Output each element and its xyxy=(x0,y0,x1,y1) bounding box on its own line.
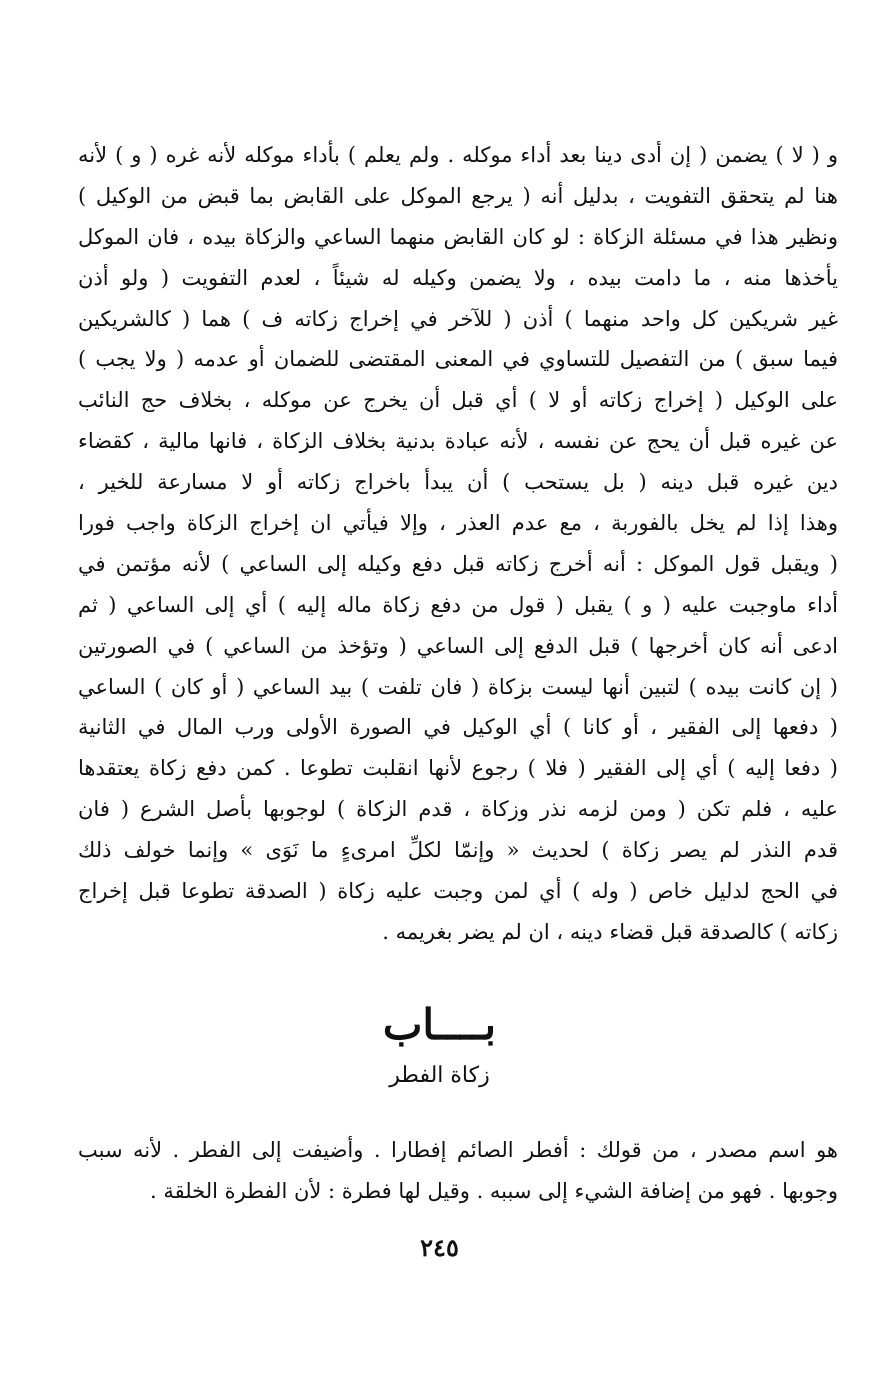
page-number: ٢٤٥ xyxy=(420,1233,459,1262)
text-line: و ( لا ) يضمن ( إن أدى دينا بعد أداء موكله . ولم يعلم ) بأداء موكله لأنه غره ( و ) لأنه xyxy=(78,143,838,167)
body-text xyxy=(78,135,838,953)
text-line: على الوكيل ( إخراج زكاته أو لا ) أي قبل أن يخرج عن موكله ، بخلاف حج النائب xyxy=(78,388,838,413)
text-line: هنا لم يتحقق التفويت ، بدليل أنه ( يرجع الموكل على القابض بما قبض من الوكيل ) xyxy=(78,183,838,208)
text-line: هو اسم مصدر ، من قولك : أفطر الصائم إفطارا . وأضيفت إلى الفطر . لأنه سبب xyxy=(78,1138,838,1162)
text-line: ( دفعا إليه ) أي إلى الفقير ( فلا ) رجوع لأنها انقلبت تطوعا . كمن دفع زكاة يعتقدها xyxy=(78,756,838,781)
text-line: دين غيره قبل دينه ( بل يستحب ) أن يبدأ باخراج زكاته أو لا مسارعة للخير ، xyxy=(78,470,838,495)
text-line: وهذا إذا لم يخل بالفوربة ، مع عدم العذر ، وإلا فيأتي ان إخراج الزكاة واجب فورا xyxy=(78,511,838,536)
text-line: عليه ، فلم تكن ( ومن لزمه نذر وزكاة ، قدم الزكاة ) لوجوبها بأصل الشرع ( فان xyxy=(78,797,838,822)
chapter-intro-text xyxy=(78,1130,838,1212)
chapter-subtitle: زكاة الفطر xyxy=(389,1063,490,1088)
text-line: أداء ماوجبت عليه ( و ) يقبل ( قول من دفع زكاة ماله إليه ) أي إلى الساعي ( ثم xyxy=(78,592,838,617)
text-line: ونظير هذا في مسئلة الزكاة : لو كان القابض منهما الساعي والزكاة بيده ، فان الموكل xyxy=(78,224,838,249)
text-line: وجوبها . فهو من إضافة الشيء إلى سببه . وقيل لها فطرة : لأن الفطرة الخلقة . xyxy=(149,1178,838,1203)
text-line: ( إن كانت بيده ) لتبين أنها ليست بزكاة ( فان تلفت ) بيد الساعي ( أو كان ) الساعي xyxy=(78,674,838,699)
text-line: قدم النذر لم يصر زكاة ) لحديث « وإنمّا لكلِّ امرىءٍ ما نَوَى » وإنما خولف ذلك xyxy=(78,838,838,863)
text-line: يأخذها منه ، ما دامت بيده ، ولا يضمن وكيله له شيئاً ، لعدم التفويت ( ولو أذن xyxy=(78,265,838,290)
text-line: عن غيره قبل أن يحج عن نفسه ، لأنه عبادة بدنية بخلاف الزكاة ، فانها مالية ، كقضاء xyxy=(78,429,838,454)
text-line: ( دفعها إلى الفقير ، أو كانا ) أي الوكيل في الصورة الأولى ورب المال في الثانية xyxy=(78,715,838,740)
text-line: فيما سبق ) من التفصيل للتساوي في المعنى المقتضى للضمان أو عدمه ( ولا يجب ) xyxy=(78,347,838,372)
text-line: ادعى أنه كان أخرجها ) قبل الدفع إلى الساعي ( وتؤخذ من الساعي ) في الصورتين xyxy=(78,633,838,658)
chapter-heading: بــــاب xyxy=(382,1000,497,1049)
text-line: ( ويقبل قول الموكل : أنه أخرج زكاته قبل دفع وكيله إلى الساعي ) لأنه مؤتمن في xyxy=(78,551,838,576)
text-line: في الحج لدليل خاص ( وله ) أي لمن وجبت عليه زكاة ( الصدقة تطوعا قبل إخراج xyxy=(78,879,838,904)
text-line: غير شريكين كل واحد منهما ) أذن ( للآخر في إخراج زكاته ف ) هما ( كالشريكين xyxy=(78,306,838,331)
text-line: زكاته ) كالصدقة قبل قضاء دينه ، ان لم يضر بغريمه . xyxy=(382,919,838,944)
